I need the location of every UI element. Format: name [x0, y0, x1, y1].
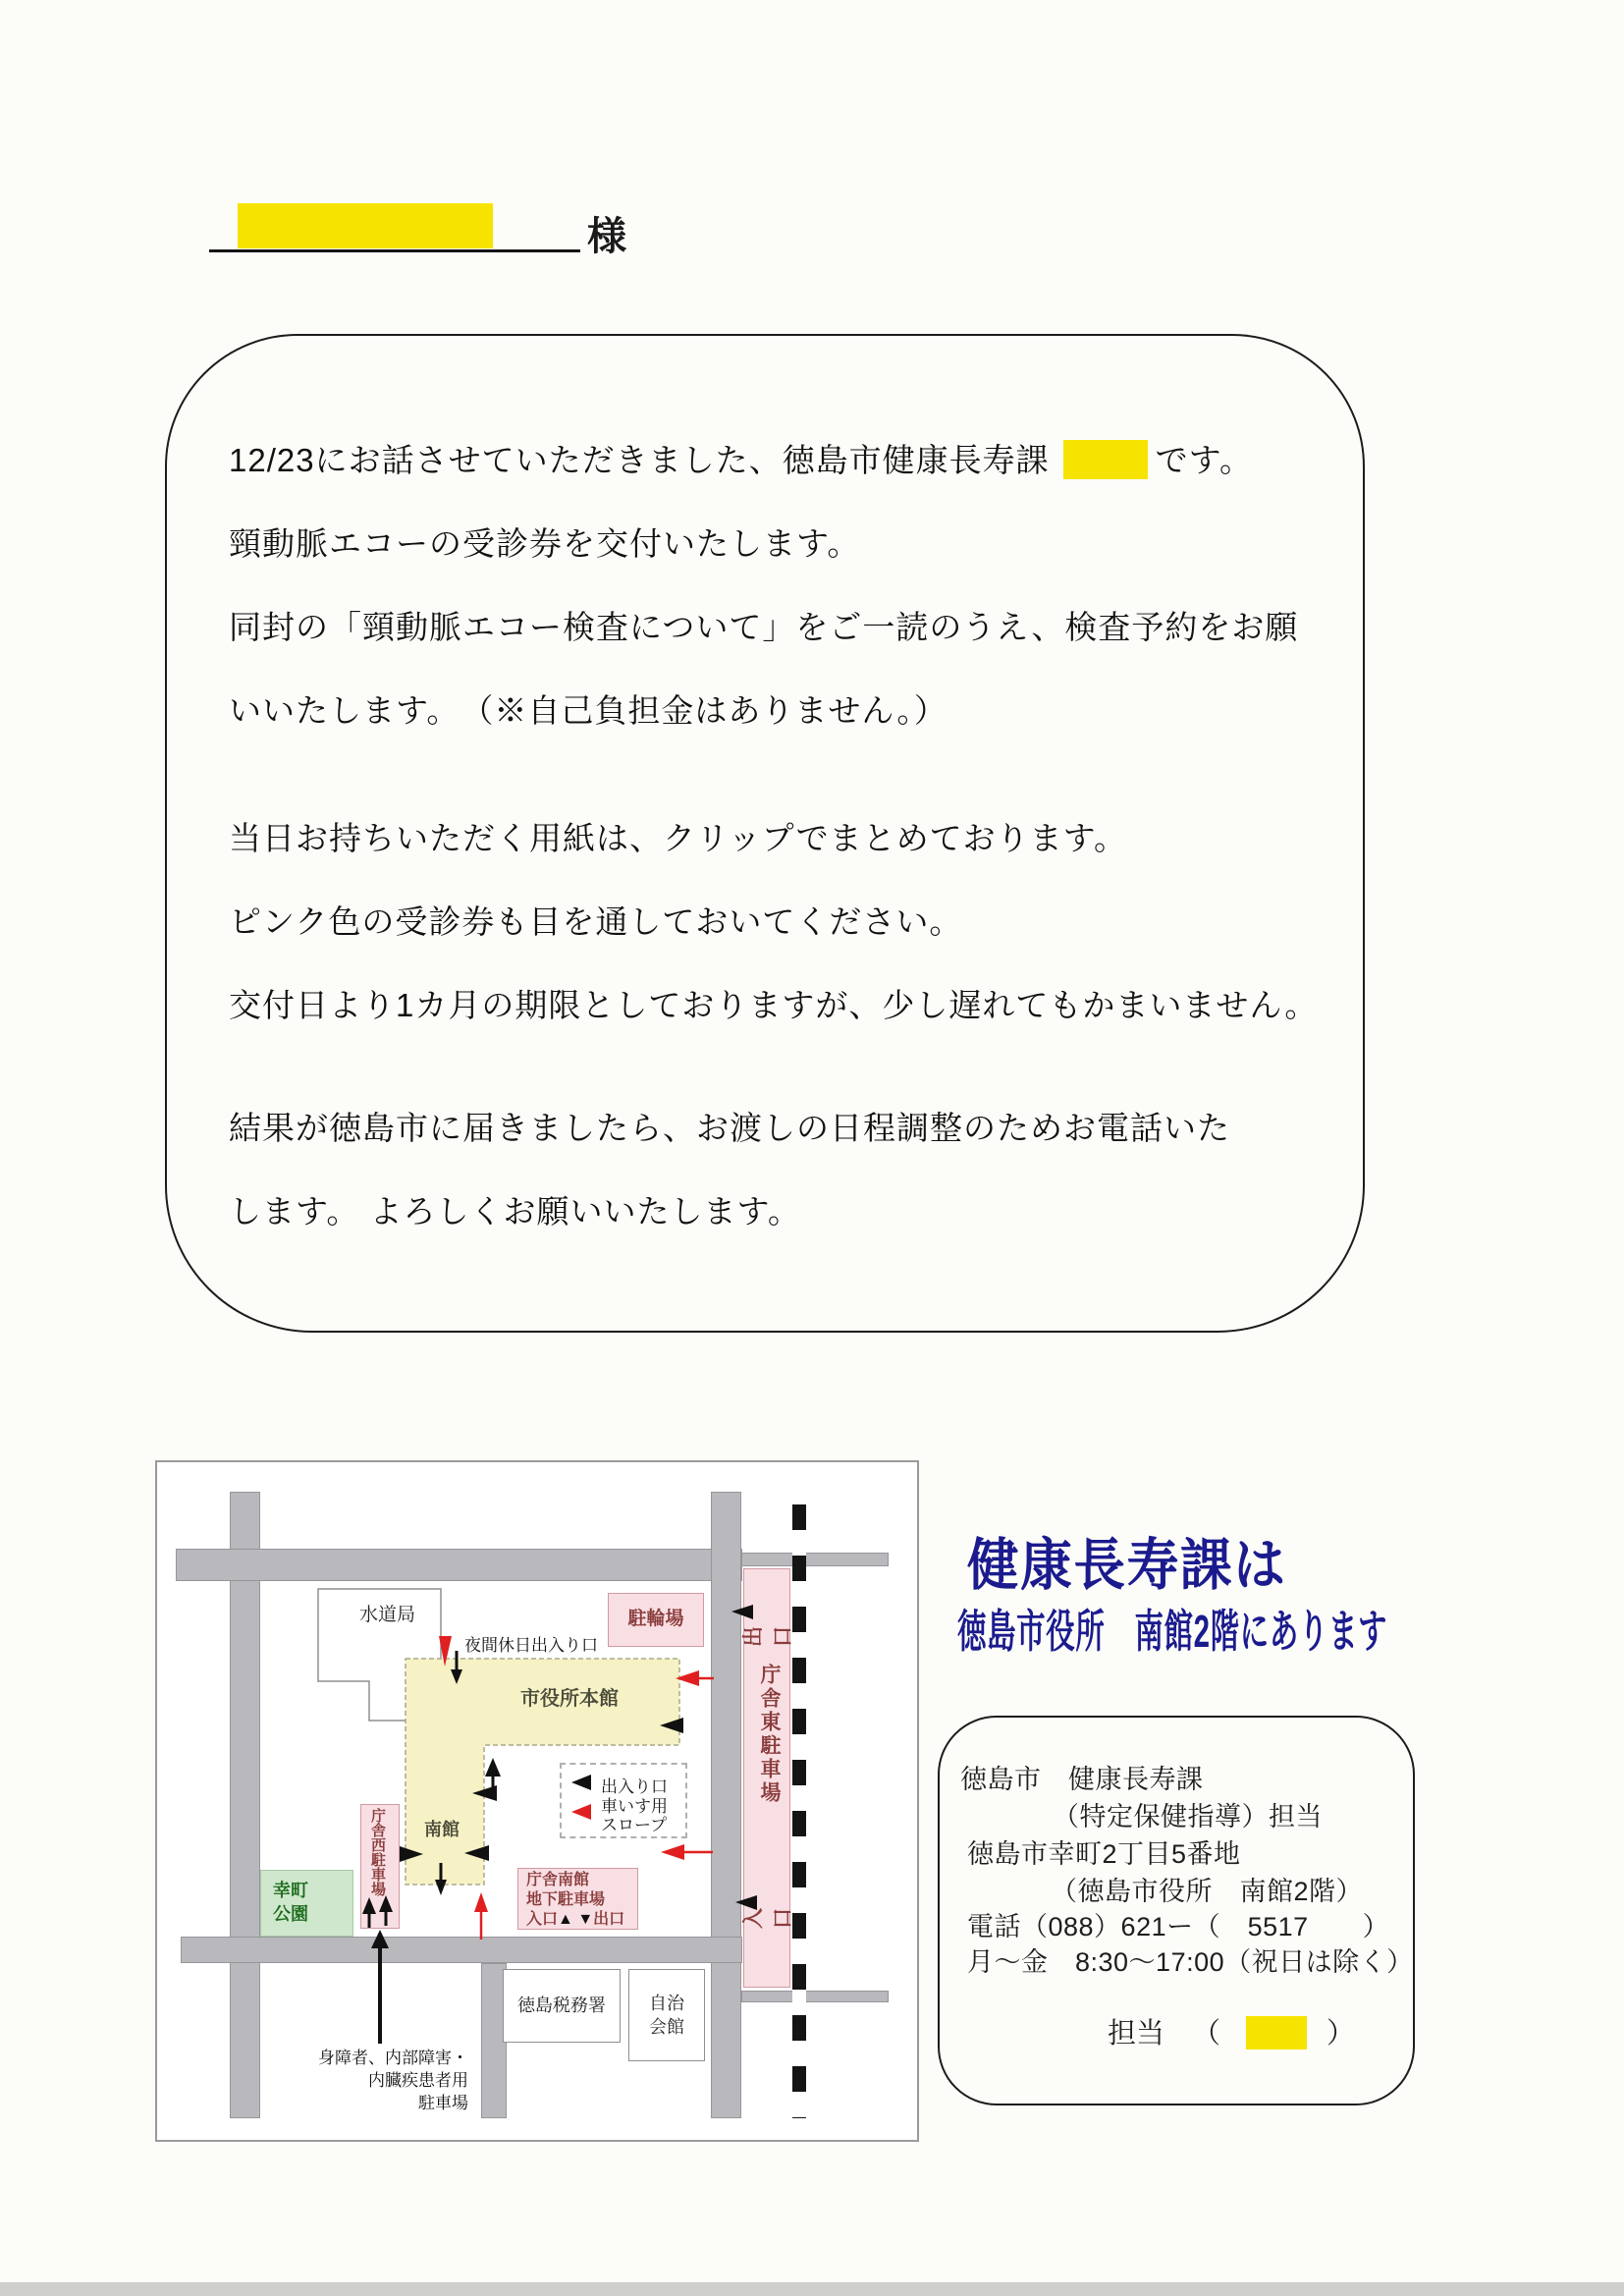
tanto-line [1108, 2011, 1355, 2053]
main-building-label: 市役所本館 [520, 1688, 619, 1710]
letter-line-2: 頸動脈エコーの受診券を交付いたします。 [229, 525, 861, 562]
tanto-name-redaction [1246, 2016, 1307, 2050]
bicycle-parking-box: 駐輪場 [608, 1593, 704, 1647]
disabled-parking-line3: 駐車場 [418, 2094, 468, 2112]
inner-corner-left-arrow-icon [472, 1785, 497, 1801]
disabled-parking-line1: 身障者、内部障害・ [318, 2049, 468, 2067]
inner-corner-up-arrow-icon [485, 1758, 501, 1777]
south-building-down-arrow-icon [435, 1880, 447, 1895]
night-entrance-red-arrow-icon [439, 1636, 452, 1667]
contact-line-3: 徳島市幸町2丁目5番地 [967, 1839, 1241, 1869]
letter-line-8: 結果が徳島市に届きましたら、お渡しの日程調整のためお電話いた [229, 1110, 1230, 1146]
park-label-line2: 公園 [273, 1904, 308, 1924]
contact-line-4: （徳島市役所 南館2階） [1051, 1877, 1364, 1906]
tanto-open-paren: （ [1192, 2018, 1221, 2050]
water-bureau-label: 水道局 [359, 1605, 416, 1625]
west-parking-up-arrow1-icon [362, 1897, 376, 1914]
scan-edge-band [0, 2282, 1624, 2296]
legend-ramp-line1: 車いす用 [601, 1797, 668, 1816]
letter-line-4: いいたします。 （※自己負担金はありません。） [229, 692, 947, 729]
legend-ramp-line2: スロープ [601, 1816, 668, 1834]
letter-line-1 [229, 435, 1368, 485]
tanto-label: 担当 [1108, 2018, 1165, 2050]
up-arrow-icon: ▲ [558, 1911, 573, 1928]
south-ramp-up-arrow-icon [474, 1892, 488, 1912]
letter-line-7: 交付日より1カ月の期限としておりますが、少し遅れてもかまいません。 [229, 987, 1319, 1023]
south-building-label: 南館 [424, 1820, 460, 1839]
community-hall-line2: 会館 [649, 2017, 684, 2037]
tax-office-box: 徳島税務署 [503, 1969, 621, 2043]
south-building-left-arrow-icon [464, 1845, 489, 1861]
letter-line-9: します。 よろしくお願いいたします。 [229, 1193, 801, 1230]
recipient-suffix: 様 [587, 215, 626, 258]
letter-line-5: 当日お持ちいただく用紙は、クリップでまとめております。 [229, 820, 1128, 856]
legend-entrance-label: 出入り口 [601, 1777, 668, 1796]
disabled-parking-long-arrow-icon [371, 1930, 389, 1948]
east-parking-entrance-label: 入口 [742, 1908, 794, 1929]
west-parking-up-arrow2-icon [379, 1895, 393, 1912]
underground-parking-line1: 庁舎南館 [526, 1872, 590, 1888]
access-map [155, 1460, 919, 2142]
south-area-ramp-arrow-icon [661, 1844, 684, 1860]
letter-line-1-suffix: です。 [1155, 442, 1253, 478]
night-entrance-black-arrow-icon [451, 1669, 462, 1684]
east-parking-exit-label: 出口 [742, 1626, 794, 1647]
west-parking-label: 庁舎西駐車場 [369, 1808, 386, 1896]
location-heading-line2: 徳島市役所 南館2階にあります [957, 1606, 1388, 1657]
main-building-ramp-arrow-icon [676, 1670, 699, 1686]
east-parking-label: 庁舎東駐車場 [758, 1664, 781, 1805]
underground-entrance-label: 入口 [526, 1911, 559, 1928]
staff-name-redaction [1063, 440, 1148, 479]
main-building-entrance-arrow-icon [660, 1718, 683, 1733]
location-heading-line1: 健康長寿課は [967, 1534, 1287, 1597]
south-building-right-arrow-icon [400, 1846, 423, 1862]
underground-parking-line2: 地下駐車場 [526, 1891, 606, 1908]
down-arrow-icon: ▼ [577, 1911, 594, 1928]
contact-line-2: （特定保健指導）担当 [1053, 1802, 1323, 1831]
contact-line-5: 電話（088）621ー（ 5517 ） [967, 1912, 1390, 1941]
tanto-close-paren: ） [1326, 2018, 1356, 2050]
letter-line-1-text: 12/23にお話させていただきました、徳島市健康長寿課 [229, 442, 1050, 478]
east-entrance-arrow-icon [735, 1895, 757, 1910]
letter-line-6: ピンク色の受診券も目を通しておいてください。 [229, 903, 963, 940]
night-entrance-label: 夜間休日出入り口 [464, 1636, 598, 1655]
contact-line-6: 月～金 8:30～17:00（祝日は除く） [967, 1947, 1414, 1977]
underground-exit-label: 出口 [593, 1911, 625, 1928]
map-arrows-overlay [157, 1462, 917, 2140]
recipient-name-redaction [238, 203, 493, 248]
east-exit-arrow-icon [731, 1605, 753, 1619]
community-hall-line1: 自治 [649, 1994, 684, 2013]
contact-line-1: 徳島市 健康長寿課 [960, 1765, 1204, 1794]
disabled-parking-line2: 内臓疾患者用 [368, 2071, 468, 2090]
park-label-line1: 幸町 [273, 1881, 308, 1900]
letter-line-3: 同封の「頸動脈エコー検査について」をご一読のうえ、検査予約をお願 [229, 609, 1299, 645]
